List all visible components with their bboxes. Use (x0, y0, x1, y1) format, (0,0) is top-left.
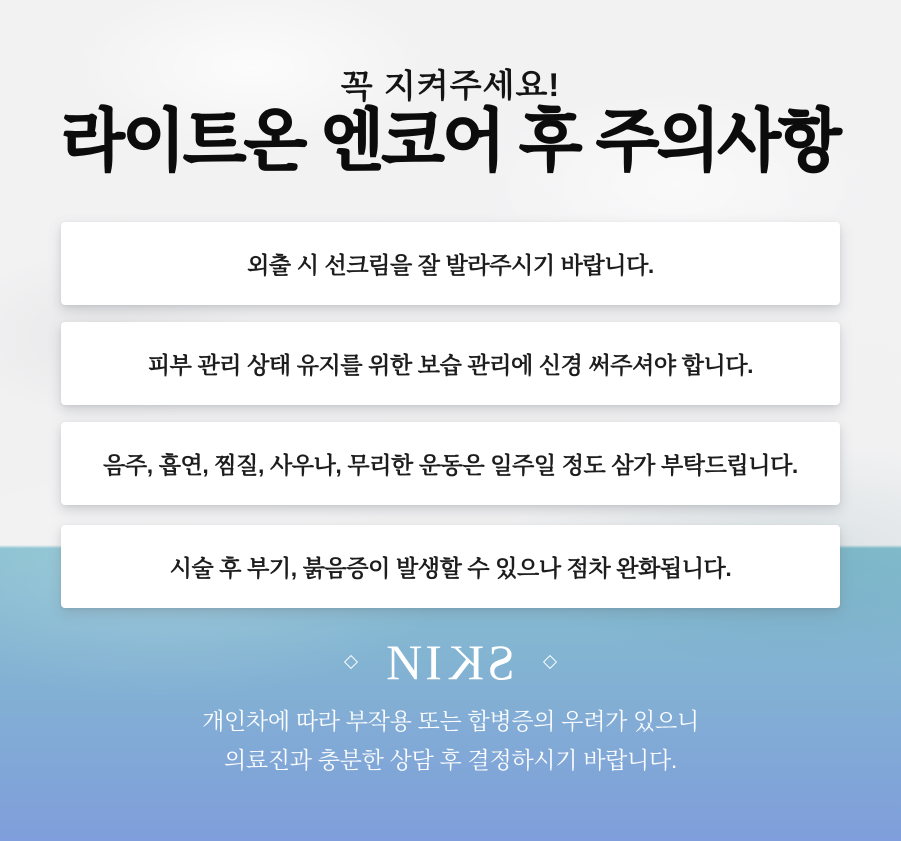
diamond-icon (344, 655, 358, 669)
tagline-handwritten: 꼭 지켜주세요! (340, 66, 561, 105)
clinic-logo (0, 636, 901, 688)
disclaimer (0, 702, 901, 780)
precaution-card (61, 322, 840, 405)
disclaimer-line-2: 의료진과 충분한 상담 후 결정하시기 바랍니다. (224, 747, 677, 773)
precaution-card (61, 222, 840, 305)
precaution-text-moisturizing: 피부 관리 상태 유지를 위한 보습 관리에 신경 써주셔야 합니다. (147, 352, 754, 378)
diamond-icon (543, 655, 557, 669)
precaution-card (61, 525, 840, 608)
precaution-card (61, 422, 840, 505)
logo-letter: N (386, 634, 426, 690)
precaution-text-swelling-redness: 시술 후 부기, 붉음증이 발생할 수 있으나 점차 완화됩니다. (169, 555, 732, 581)
disclaimer-line-1: 개인차에 따라 부작용 또는 합병증의 우려가 있으니 (202, 708, 699, 734)
logo-letter-mirrored: K (444, 634, 485, 690)
logo-letter-mirrored: S (484, 634, 515, 690)
precaution-text-sunscreen: 외출 시 선크림을 잘 발라주시기 바랍니다. (247, 252, 654, 278)
logo-letter: I (425, 634, 445, 690)
logo-wordmark (386, 636, 515, 688)
precaution-text-avoid-activities: 음주, 흡연, 찜질, 사우나, 무리한 운동은 일주일 정도 삼가 부탁드립니다. (103, 452, 798, 478)
page-title: 라이트온 엔코어 후 주의사항 (61, 102, 840, 179)
